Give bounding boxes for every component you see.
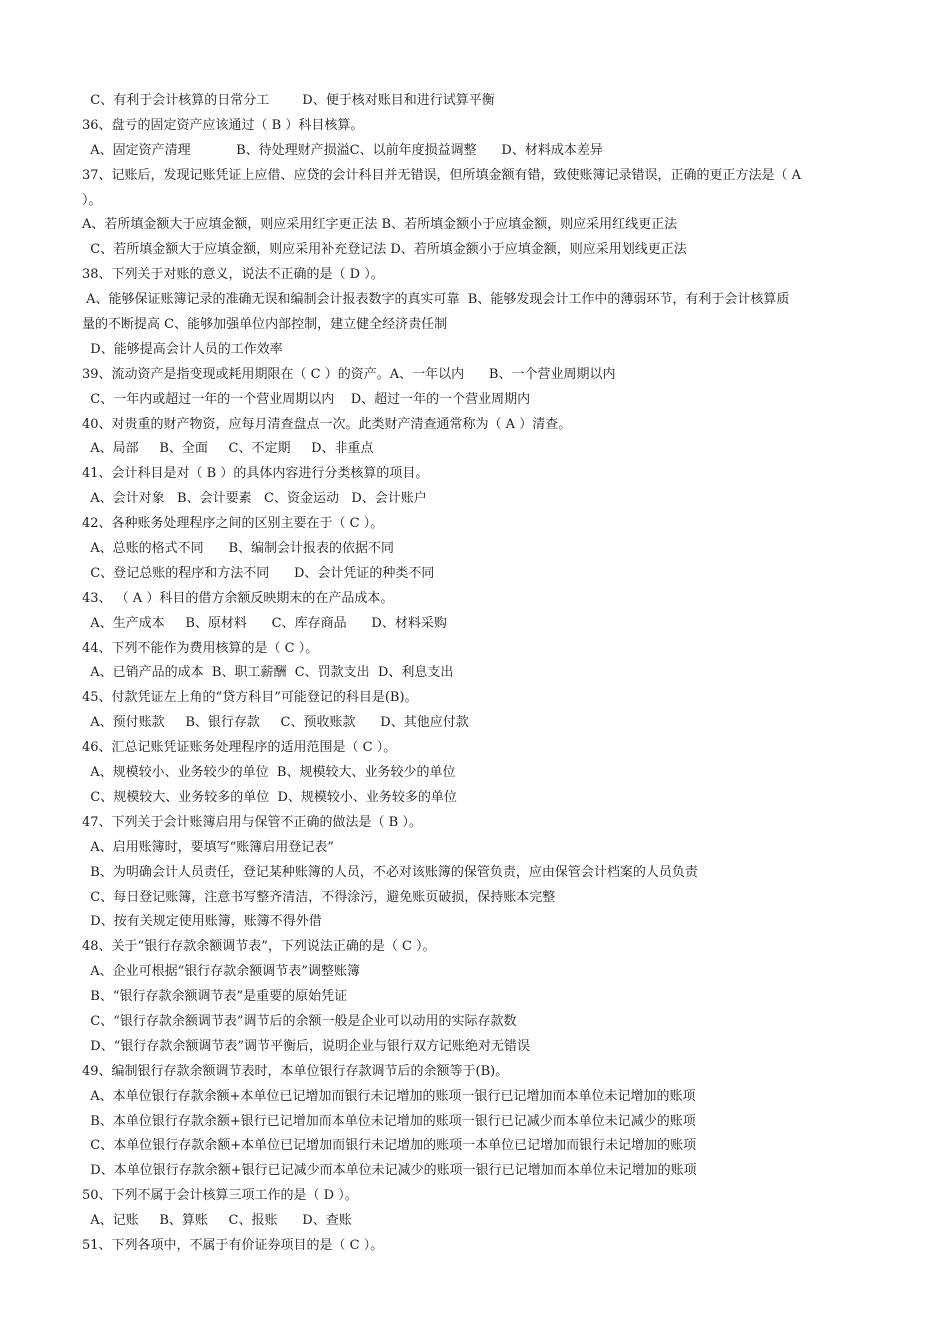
- text-line: A、生产成本 B、原材料 C、库存商品 D、材料采购: [82, 615, 447, 631]
- question-38: 38、下列关于对账的意义，说法不正确的是（ D ）。: [82, 267, 384, 283]
- text-line: C、规模较大、业务较多的单位 D、规模较小、业务较多的单位: [82, 789, 457, 805]
- text-line: D、按有关规定使用账簿，账簿不得外借: [82, 914, 322, 930]
- question-37: 37、记账后，发现记账凭证上应借、应贷的会计科目并无错误，但所填金额有错，致使账簿记录错误，正确的更正方法是（ A: [82, 167, 802, 183]
- question-41: 41、会计科目是对（ B ）的具体内容进行分类核算的项目。: [82, 466, 429, 482]
- question-43: 43、 （ A ）科目的借方余额反映期末的在产品成本。: [82, 590, 394, 606]
- question-42: 42、各种账务处理程序之间的区别主要在于（ C ）。: [82, 516, 384, 532]
- text-line: A、总账的格式不同 B、编制会计报表的依据不同: [82, 541, 395, 557]
- question-46: 46、汇总记账凭证账务处理程序的适用范围是（ C ）。: [82, 740, 397, 756]
- text-line: C、登记总账的程序和方法不同 D、会计凭证的种类不同: [82, 565, 435, 581]
- text-line: C、一年内或超过一年的一个营业周期以内 D、超过一年的一个营业周期内: [82, 391, 531, 407]
- question-list: [82, 89, 882, 1259]
- text-line: A、本单位银行存款余额+本单位已记增加而银行未记增加的账项一银行已记增加而本单位未记增加的账项: [82, 1088, 696, 1104]
- text-line: A、已销产品的成本 B、职工薪酬 C、罚款支出 D、利息支出: [82, 665, 454, 681]
- text-line: D、本单位银行存款余额+银行已记减少而本单位未记减少的账项一银行已记增加而本单位未记增加的账项: [82, 1163, 697, 1179]
- text-line: A、规模较小、业务较少的单位 B、规模较大、业务较少的单位: [82, 765, 456, 781]
- text-line: C、“银行存款余额调节表”调节后的余额一般是企业可以动用的实际存款数: [82, 1013, 517, 1029]
- text-line: A、能够保证账簿记录的准确无误和编制会计报表数字的真实可靠 B、能够发现会计工作中的薄弱环节，有利于会计核算质: [82, 292, 790, 308]
- question-45: 45、付款凭证左上角的“贷方科目”可能登记的科目是(B)。: [82, 690, 418, 706]
- text-line: A、预付账款 B、银行存款 C、预收账款 D、其他应付款: [82, 715, 469, 731]
- text-line: 量的不断提高 C、能够加强单位内部控制，建立健全经济责任制: [82, 317, 448, 333]
- text-line: A、会计对象 B、会计要素 C、资金运动 D、会计账户: [82, 491, 427, 507]
- question-50: 50、下列不属于会计核算三项工作的是（ D ）。: [82, 1188, 358, 1204]
- question-36: 36、盘亏的固定资产应该通过（ B ）科目核算。: [82, 117, 364, 133]
- text-line: ）。: [82, 192, 102, 208]
- text-line: A、记账 B、算账 C、报账 D、查账: [82, 1213, 352, 1229]
- text-line: D、能够提高会计人员的工作效率: [82, 341, 283, 357]
- text-line: A、固定资产清理 B、待处理财产损溢C、以前年度损益调整 D、材料成本差异: [82, 142, 603, 158]
- text-line: B、为明确会计人员责任，登记某种账簿的人员，不必对该账簿的保管负责，应由保管会计档案的人员负责: [82, 864, 698, 880]
- text-line: A、局部 B、全面 C、不定期 D、非重点: [82, 441, 374, 457]
- text-line: B、本单位银行存款余额+银行已记增加而本单位未记增加的账项一银行已记减少而本单位未记减少的账项: [82, 1113, 696, 1129]
- text-line: A、若所填金额大于应填金额，则应采用红字更正法 B、若所填金额小于应填金额，则应采用红线更正法: [82, 217, 678, 233]
- question-47: 47、下列关于会计账簿启用与保管不正确的做法是（ B ）。: [82, 814, 422, 830]
- question-40: 40、对贵重的财产物资，应每月清查盘点一次。此类财产清查通常称为（ A ）清查。: [82, 416, 572, 432]
- text-line: C、本单位银行存款余额+本单位已记增加而银行未记增加的账项一本单位已记增加而银行未记增加的账项: [82, 1138, 697, 1154]
- question-49: 49、编制银行存款余额调节表时，本单位银行存款调节后的余额等于(B)。: [82, 1063, 509, 1079]
- text-line: A、启用账簿时，要填写“账簿启用登记表”: [82, 839, 334, 855]
- text-line: A、企业可根据“银行存款余额调节表”调整账簿: [82, 964, 360, 980]
- question-48: 48、关于“银行存款余额调节表”，下列说法正确的是（ C ）。: [82, 939, 436, 955]
- text-line: B、“银行存款余额调节表”是重要的原始凭证: [82, 989, 348, 1005]
- text-line: C、若所填金额大于应填金额，则应采用补充登记法 D、若所填金额小于应填金额，则应采用划线更正法: [82, 242, 687, 258]
- text-line: D、“银行存款余额调节表”调节平衡后，说明企业与银行双方记账绝对无错误: [82, 1038, 530, 1054]
- text-line: C、有利于会计核算的日常分工 D、便于核对账目和进行试算平衡: [82, 93, 495, 108]
- question-39: 39、流动资产是指变现或耗用期限在（ C ）的资产。A、一年以内 B、一个营业周期以内: [82, 366, 616, 382]
- text-line: C、每日登记账簿，注意书写整齐清洁，不得涂污，避免账页破损，保持账本完整: [82, 889, 556, 905]
- question-51: 51、下列各项中，不属于有价证券项目的是（ C ）。: [82, 1237, 384, 1253]
- question-44: 44、下列不能作为费用核算的是（ C ）。: [82, 640, 319, 656]
